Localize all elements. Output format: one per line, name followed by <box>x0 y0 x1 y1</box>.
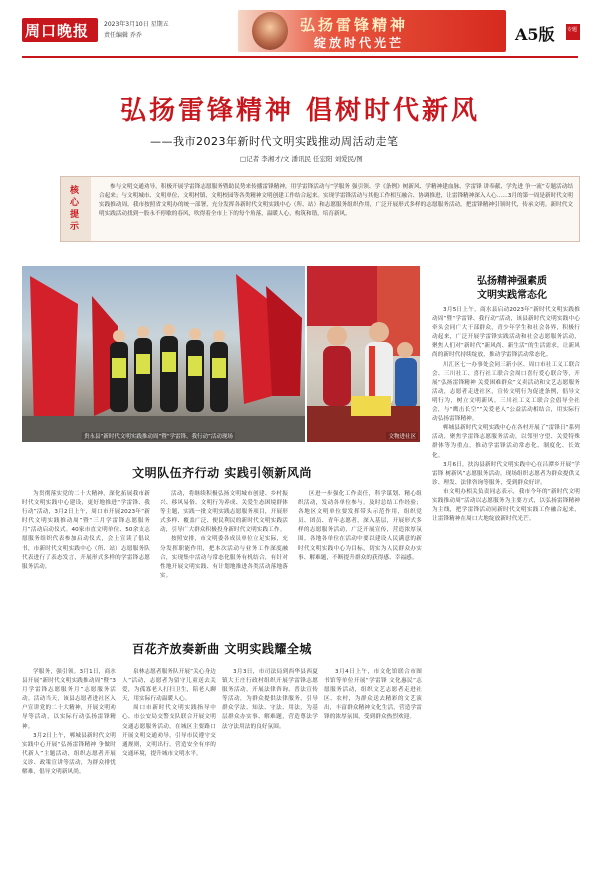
editor-credit: 责任编辑 乔乔 <box>104 32 142 39</box>
section3-paragraph: 3月2日上午，郸城县新时代文明实践中心开展“弘扬雷锋精神 争做时代新人”主题活动，组织志愿者开展义诊、政策宣讲等活动，为群众排忧解难，倡导文明新风尚。 <box>22 732 116 776</box>
right-column-title-2: 文明实践常态化 <box>477 290 547 301</box>
photo-right-illustration <box>307 266 420 442</box>
summary-box <box>60 176 580 242</box>
summary-tag-text: 核心提示 <box>70 186 80 232</box>
section3-column-1 <box>22 668 116 777</box>
right-column-paragraph: 川汇区七一办事处会同三新小区、周口市社工义工联合会、三川社工、喜行社工联合会周口喜行爱心联合等，开展“弘扬雷锋精神 关爱困难群众”义卖活动和文艺志愿服务活动，志愿者走进社区，宣传文明行为促进条例，倡导文明行为，树立文明新风。三川社工义工联合会倡导全社会，与“鹰击长空”“关爱老人”公益活动相结合，用实际行动弘扬雷锋精神。 <box>432 361 580 423</box>
main-headline: 弘扬雷锋精神 倡树时代新风 <box>119 96 481 126</box>
summary-text: 参与文明交通劝导，积极开展学雷锋志愿服务暨助民势来传播雷锋精神，用学雷锋活动与“学服务 强引领、学《条例》树新风、学精神建血脉、学雷锋 讲奉献、学先进 争一流”专题活动结合起来；与文明城市、文明单位、文明村镇、文明校园等各类精神文明创建工作结合起来。实现学雷锋活动与其他工作相互融合、协调推进，让雷锋精神深入人心……3月的第一周是新时代文明实践推动周。我市按照省文明办的统一部署，充分发挥各新时代文明实践中心（所、站）和志愿服务组织作用，广泛开展形式多样的志愿服务活动，把雷锋精神引领时代，传承文明。新时代文明实践活动找到一股永不停歇的春风，吹得着全市上下的每个角落，温暖人心，构筑和谐，培育新风。 <box>99 184 573 217</box>
section3-column-4 <box>324 668 422 723</box>
section2-paragraph: 为贯彻落实党的二十大精神，深化拓展我市新时代文明实践中心建设，更好地推进“学雷锋、我行动”活动，3月2日上午，周口市开展2023年“新时代文明实践推动周”暨“三月学雷锋志愿服务月”活动启动仪式。40家市直文明单位、50余支志愿服务组织代表参加启动仪式，会上宣读了倡议书，市新时代文明实践中心（所、站）志愿服务队代表进行了表态发言，开展形式多样的学雷锋志愿服务活动。 <box>22 491 150 570</box>
logo-text: 周口晚报 <box>25 22 90 40</box>
section2-paragraph: 活动，将继续积极弘扬文明城市创建、乡村振兴、移风易俗、文明行为养成、关爱生态困境群体等主题，实践一批文明实践志愿服务项目，开展形式多样、覆盖广泛、便民利民的新时代文明实践活动，引导广大群众积极投身新时代文明实践工作。 <box>160 491 288 534</box>
section3-paragraph: 3月3日，市司法局到西华县西夏镇大王庄行政村组织开展学雷锋志愿服务活动，开展法律咨询、普法宣传等活动，为群众提供法律服务，引导群众学法、知法、守法、用法，为基层群众办实事、解难题，营造尊法学法守法用法的良好氛围。 <box>222 669 318 730</box>
section3-title: 百花齐放奏新曲 文明实践耀全城 <box>132 642 312 656</box>
summary-tag <box>61 177 91 241</box>
right-column-paragraph: 郸城县新时代文明实践中心在各村开展了“雷锋日”系列活动，聚焦学雷锋志愿服务活动，以邻里守望、关爱特殊群体等为重点，推动学雷锋活动常态化、制度化、长效化。 <box>432 425 580 459</box>
section2-column-3 <box>298 490 422 563</box>
photo-right <box>307 266 420 442</box>
photo-left-caption: 贵永县“新时代文明实践推动周”暨“学雷锋、我行动”活动现场 <box>84 434 233 440</box>
right-column-body <box>432 306 580 524</box>
photo-right-caption: 文物进社区 <box>388 434 416 440</box>
section3-column-2 <box>122 668 216 759</box>
section3-column-3 <box>222 668 318 732</box>
section3-paragraph: 泉林志愿者服务队开展“关心身边人”活动，志愿者为留守儿童送去关爱，为孤寡老人打扫卫生，陪老人聊天，用实际行动温暖人心。 <box>122 669 216 703</box>
right-column-paragraph: 3月6日，扶沟县新时代文明实践中心在吕潭乡开展“学雷锋 树新风”志愿服务活动。现场组织志愿者为群众提供义诊、理发、法律咨询等服务，受到群众好评。 <box>432 461 580 486</box>
right-column-title-1: 弘扬精神强素质 <box>477 276 547 287</box>
banner-title: 弘扬雷锋精神 <box>300 16 409 34</box>
banner-subtitle: 绽放时代光芒 <box>314 36 405 50</box>
section2-column-1 <box>22 490 150 572</box>
section2-title: 文明队伍齐行动 实践引领新风尚 <box>132 466 312 480</box>
byline: □记者 李湘才/文 潘讯民 任宏阳 刘爱民/图 <box>240 155 363 163</box>
page-tag-text: 专题 <box>567 27 578 33</box>
lei-feng-portrait <box>252 12 288 50</box>
theme-banner <box>238 10 506 52</box>
masthead-rule <box>22 56 578 58</box>
section3-paragraph: 3月4日上午，市文化馆联合市图书馆等单位开展“学雷锋 文化惠民”志愿服务活动，组织文艺志愿者走进社区、农村，为群众送去精彩的文艺演出，丰富群众精神文化生活，营造学雷锋的浓厚氛围，受到群众热烈欢迎。 <box>324 669 422 721</box>
masthead <box>0 0 600 60</box>
section3-paragraph: 周口市新时代文明实践指导中心、市公安局交警支队联合开展文明交通志愿服务活动，在城区主要路口开展文明交通劝导，引导市民遵守交通规则，文明出行，营造安全有序的交通环境，提升城市文明水平。 <box>122 705 216 757</box>
headline-subtitle: ——我市2023年新时代文明实践推动周活动走笔 <box>150 135 399 148</box>
section2-paragraph: 按照安排，市文明委各成员单位立足实际，充分发挥职能作用，把本次活动与业务工作深度融合，实现集中活动与常态化服务有机结合，有针对性地开展文明实践、有计划地推进各类活动落地落实。 <box>160 536 288 579</box>
section3-paragraph: 学服务，强引领。3月1日，商水县开展“新时代文明实践推动周”暨“3月学雷锋志愿服务月”志愿服务活动。活动当天，该县志愿者进社区入户宣讲党的二十大精神，开展文明劝导等活动，以实际行动弘扬雷锋精神。 <box>22 669 116 730</box>
photo-left <box>22 266 305 442</box>
masthead-logo <box>22 18 98 42</box>
issue-date: 2023年3月10日 星期五 <box>104 21 169 28</box>
right-column-paragraph: 3月5日上午，商水县启动2023年“新时代文明实践推动周”暨“学雷锋、我行动”活动，该县新时代文明实践中心牵头会同广大干部群众，青少年学生和社会各界，积极行动起来，广泛开展学雷锋实践活动和社会志愿服务活动，聚焦人们对“新时代”新风尚、新生活”的生活需求，让新风尚的新时代持续绽放，推动学雷锋活动常态化。 <box>432 307 580 359</box>
right-column-paragraph: 市文明办相关负责同志表示，我市今年的“新时代文明实践推动周”活动以志愿服务为主要方式，以弘扬雷锋精神为主线，把学雷锋活动同新时代文明实践工作融合起来，让雷锋精神在周口大地绽放新时代光芒。 <box>432 488 580 523</box>
page-number: A5版 <box>515 25 555 44</box>
photo-left-illustration <box>22 266 305 442</box>
section2-column-2 <box>160 490 288 581</box>
section2-paragraph: 区进一步强化工作责任，科学谋划、精心组织活动，发动各单位参与，及时总结工作经验；各地区文明单位要发挥带头示范作用，组织党员、团员、青年志愿者，深入基层，开展形式多样的志愿服务活动，广泛开展宣传，营造浓厚氛围。各地各单位在活动中要以建设人民满意的新时代文明实践中心为目标，切实为人民群众办实事、解难题，不断提升群众的获得感、幸福感。 <box>298 491 422 561</box>
page-tag <box>566 24 580 40</box>
